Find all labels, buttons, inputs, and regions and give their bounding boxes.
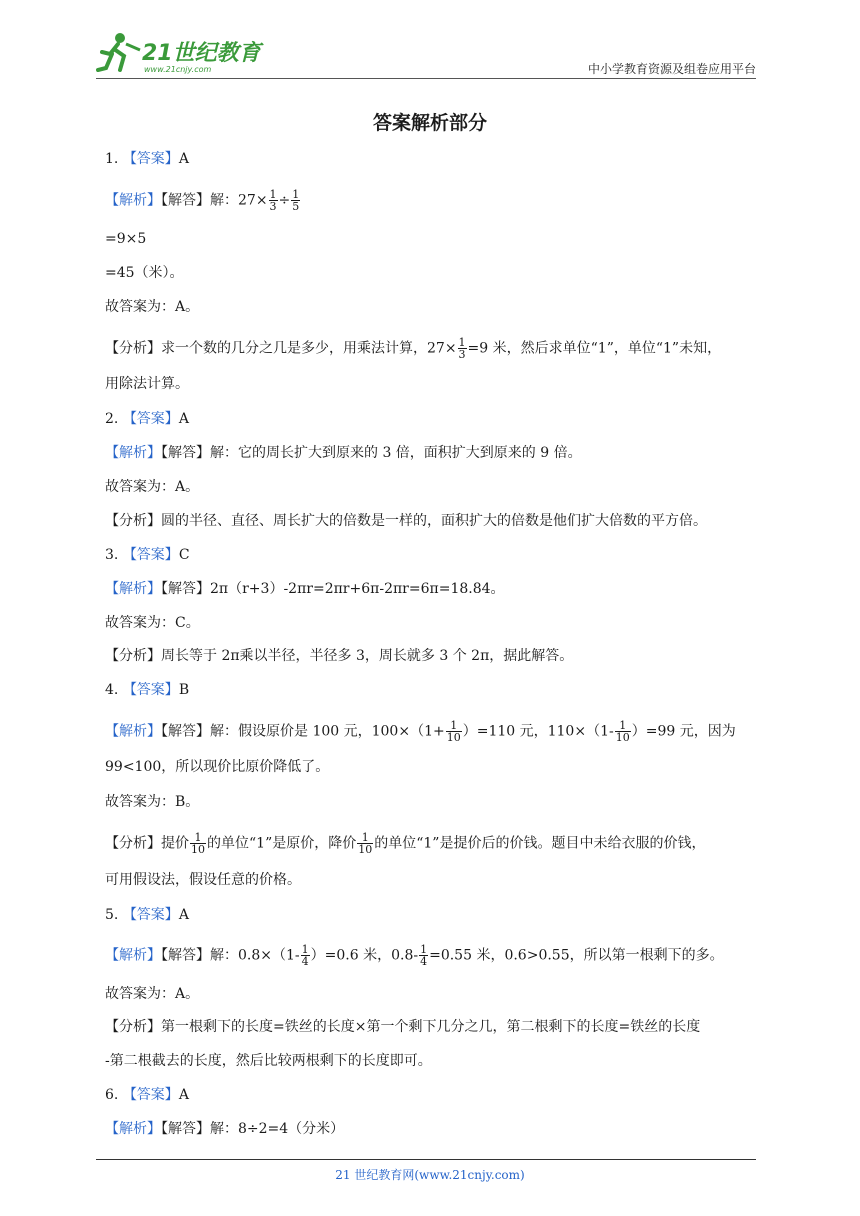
answer-tag: 【答案】 bbox=[122, 682, 179, 698]
q3-number: 3. bbox=[105, 547, 119, 563]
fraction-part: 1 bbox=[420, 943, 428, 956]
fraction-part: 1 bbox=[190, 832, 206, 844]
q4-solution-line bbox=[105, 720, 736, 743]
logo-text: 21世纪教育 bbox=[142, 41, 261, 66]
jieda-tag: 【解答】 bbox=[161, 192, 210, 209]
text-run: ）=0.6 米，0.8- bbox=[310, 947, 419, 964]
fraction-part: 1 bbox=[357, 832, 373, 844]
q1-step-2: =9×5 bbox=[105, 231, 147, 247]
jieda-tag: 【解答】 bbox=[161, 581, 210, 597]
answer-tag: 【答案】 bbox=[122, 1087, 179, 1103]
fenxi-tag: 【分析】 bbox=[105, 340, 161, 357]
fraction-one-third bbox=[458, 337, 467, 360]
q4-answer: B bbox=[178, 682, 190, 698]
text-run: 的单位“1”是提价后的价钱。题目中未给衣服的价钱， bbox=[374, 835, 706, 852]
q2-number: 2. bbox=[105, 411, 119, 427]
q6-number: 6. bbox=[105, 1087, 119, 1103]
q2-answer-line bbox=[105, 409, 189, 429]
q3-analysis-line bbox=[105, 646, 573, 666]
q4-answer-line bbox=[105, 680, 189, 700]
jiexi-tag: 【解析】 bbox=[105, 947, 161, 964]
q3-answer-line bbox=[105, 545, 190, 565]
fraction-part: 3 bbox=[269, 200, 277, 213]
q3-conclusion: 故答案为：C。 bbox=[105, 615, 200, 631]
q1-answer-line bbox=[105, 149, 189, 169]
q6-solution-line bbox=[105, 1119, 344, 1139]
text-run: 第一根剩下的长度=铁丝的长度×第一个剩下几分之几，第二根剩下的长度=铁丝的长度 bbox=[161, 1019, 701, 1035]
q1-answer: A bbox=[178, 151, 189, 167]
q1-step-3: =45（米）。 bbox=[105, 265, 184, 281]
jiexi-tag: 【解析】 bbox=[105, 581, 161, 597]
fraction-one-tenth bbox=[446, 720, 462, 743]
text-run: 的单位“1”是原价，降价 bbox=[207, 835, 357, 852]
q4-solution-line-2: 99<100，所以现价比原价降低了。 bbox=[105, 759, 330, 775]
jieda-tag: 【解答】 bbox=[161, 445, 210, 461]
fraction-part: 1 bbox=[458, 336, 466, 349]
jiexi-tag: 【解析】 bbox=[105, 1121, 161, 1137]
answer-tag: 【答案】 bbox=[122, 411, 179, 427]
q5-answer: A bbox=[178, 907, 189, 923]
q2-conclusion: 故答案为：A。 bbox=[105, 479, 200, 495]
text-run: =0.55 米，0.6>0.55，所以第一根剩下的多。 bbox=[429, 947, 724, 964]
fraction-part: 4 bbox=[301, 955, 309, 968]
text-run: 提价 bbox=[161, 835, 189, 852]
answer-tag: 【答案】 bbox=[122, 151, 179, 167]
fenxi-tag: 【分析】 bbox=[105, 1019, 161, 1035]
jieda-tag: 【解答】 bbox=[161, 723, 210, 740]
platform-name: 中小学教育资源及组卷应用平台 bbox=[587, 62, 756, 76]
fraction-part: 10 bbox=[358, 843, 373, 856]
answer-tag: 【答案】 bbox=[122, 907, 179, 923]
text-run: 解：0.8×（1- bbox=[210, 947, 300, 964]
fraction-part: 4 bbox=[420, 955, 428, 968]
q5-number: 5. bbox=[105, 907, 119, 923]
fraction-part: 10 bbox=[446, 731, 461, 744]
text-run: 圆的半径、直径、周长扩大的倍数是一样的，面积扩大的倍数是他们扩大倍数的平方倍。 bbox=[161, 513, 707, 529]
header-divider bbox=[96, 78, 756, 79]
q1-solution-line bbox=[105, 189, 301, 212]
q4-analysis-line bbox=[105, 832, 705, 855]
q5-conclusion: 故答案为：A。 bbox=[105, 986, 200, 1002]
fraction-one-tenth bbox=[190, 832, 206, 855]
text-run: 求一个数的几分之几是多少，用乘法计算，27× bbox=[161, 340, 457, 357]
fraction-part: 5 bbox=[292, 200, 300, 213]
q2-solution-line bbox=[105, 443, 582, 463]
q5-analysis-line-2: -第二根截去的长度，然后比较两根剩下的长度即可。 bbox=[105, 1053, 432, 1069]
fenxi-tag: 【分析】 bbox=[105, 513, 161, 529]
q1-conclusion: 故答案为：A。 bbox=[105, 299, 200, 315]
text-run: 周长等于 2π乘以半径，半径多 3，周长就多 3 个 2π，据此解答。 bbox=[161, 648, 574, 664]
jiexi-tag: 【解析】 bbox=[105, 445, 161, 461]
q2-answer: A bbox=[178, 411, 189, 427]
page-header bbox=[96, 30, 756, 78]
q5-answer-line bbox=[105, 905, 189, 925]
text-run: ）=110 元，110×（1- bbox=[462, 723, 614, 740]
q3-solution-line bbox=[105, 579, 505, 599]
fraction-part: 1 bbox=[301, 943, 309, 956]
q4-conclusion: 故答案为：B。 bbox=[105, 794, 200, 810]
fenxi-tag: 【分析】 bbox=[105, 835, 161, 852]
fraction-one-tenth bbox=[615, 720, 631, 743]
q5-analysis-line bbox=[105, 1017, 700, 1037]
jieda-tag: 【解答】 bbox=[161, 947, 210, 964]
answer-tag: 【答案】 bbox=[122, 547, 179, 563]
text-run: ）=99 元，因为 bbox=[631, 723, 736, 740]
fraction-part: 10 bbox=[615, 731, 630, 744]
fraction-part: 1 bbox=[292, 188, 300, 201]
text-run: 解：它的周长扩大到原来的 3 倍，面积扩大到原来的 9 倍。 bbox=[210, 445, 582, 461]
jiexi-tag: 【解析】 bbox=[105, 192, 161, 209]
fraction-part: 1 bbox=[269, 188, 277, 201]
q1-analysis-line-2: 用除法计算。 bbox=[105, 376, 189, 392]
logo-21cnjy bbox=[96, 30, 266, 76]
logo-url: www.21cnjy.com bbox=[144, 65, 212, 74]
page-title: 答案解析部分 bbox=[372, 112, 487, 134]
fenxi-tag: 【分析】 bbox=[105, 648, 161, 664]
jiexi-tag: 【解析】 bbox=[105, 723, 161, 740]
jieda-tag: 【解答】 bbox=[161, 1121, 210, 1137]
footer-divider bbox=[96, 1159, 756, 1160]
fraction-part: 1 bbox=[446, 720, 462, 732]
q5-solution-line bbox=[105, 944, 724, 967]
fraction-one-fifth bbox=[291, 189, 300, 212]
q6-answer: A bbox=[178, 1087, 189, 1103]
q1-number: 1. bbox=[105, 151, 119, 167]
fraction-one-tenth bbox=[357, 832, 373, 855]
fraction-part: 10 bbox=[191, 843, 205, 856]
fraction-one-third bbox=[269, 189, 278, 212]
fraction-one-quarter bbox=[419, 944, 428, 967]
text-run: 2π（r+3）-2πr=2πr+6π-2πr=6π=18.84。 bbox=[210, 581, 505, 597]
q4-analysis-line-2: 可用假设法，假设任意的价格。 bbox=[105, 872, 301, 888]
fraction-one-quarter bbox=[301, 944, 310, 967]
footer-link[interactable]: 21 世纪教育网(www.21cnjy.com) bbox=[335, 1168, 525, 1182]
fraction-part: 3 bbox=[458, 348, 466, 361]
q6-answer-line bbox=[105, 1085, 189, 1105]
q2-analysis-line bbox=[105, 511, 707, 531]
text-run: 解：假设原价是 100 元，100×（1+ bbox=[210, 723, 445, 740]
text-run: 解：8÷2=4（分米） bbox=[210, 1121, 345, 1137]
text-run: =9 米，然后求单位“1”，单位“1”未知， bbox=[467, 340, 722, 357]
text-run: ÷ bbox=[278, 192, 291, 209]
q1-analysis-line bbox=[105, 337, 721, 360]
q4-number: 4. bbox=[105, 682, 119, 698]
text-run: 解：27× bbox=[210, 192, 268, 209]
q3-answer: C bbox=[178, 547, 190, 563]
fraction-part: 1 bbox=[615, 720, 631, 732]
